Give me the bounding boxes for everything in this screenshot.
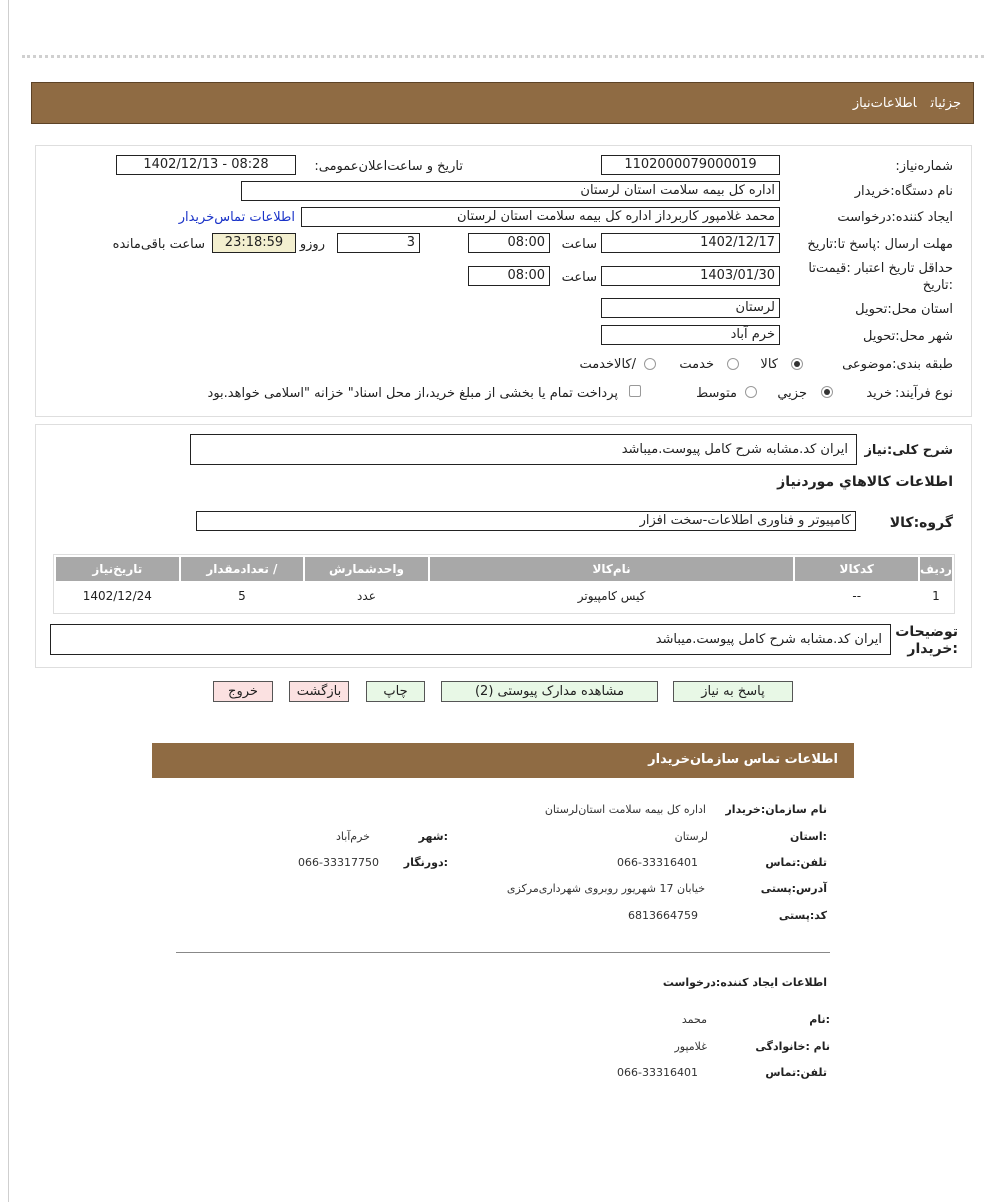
validity-date-field: 1403/01/30 (601, 266, 780, 286)
col-goods-code: کدکالا (795, 557, 918, 581)
exit-button[interactable]: خروج (213, 681, 273, 702)
contact-phone-label: تلفن:تماس (765, 856, 827, 869)
treasury-payment-checkbox[interactable] (629, 385, 641, 397)
requester-family-value: غلامپور (674, 1040, 707, 1053)
view-attachments-button[interactable]: مشاهده مدارک پیوستی (2) (441, 681, 658, 702)
contact-org-label: نام سازمان:خریدار (725, 803, 827, 816)
col-row-number: ردیف (920, 557, 952, 581)
cell-need-date: 1402/12/24 (82, 589, 152, 603)
goods-info-title: اطلاعات کالاهاي موردنیاز (777, 474, 953, 490)
announce-label: تاریخ و ساعت‌اعلان‌عمومی: (314, 159, 463, 174)
contact-phone-value: 066-33316401 (617, 856, 698, 869)
category-goods-radio[interactable] (791, 358, 803, 370)
deadline-date-field: 1402/12/17 (601, 233, 780, 253)
back-button[interactable]: بازگشت (289, 681, 349, 702)
buyer-contact-link[interactable]: اطلاعات تماس‌خریدار (178, 210, 295, 225)
cell-goods-name: کیس کامپیوتر (577, 589, 646, 603)
process-medium-label: متوسط (696, 386, 737, 401)
category-goods-service-radio[interactable] (644, 358, 656, 370)
goods-group-field: کامپیوتر و فناوری اطلاعات-سخت افزار (196, 511, 856, 531)
contact-address-label: آدرس:پستی (760, 882, 827, 895)
contact-province-value: لرستان (674, 830, 708, 843)
summary-label: شرح کلی:نیاز (864, 443, 953, 458)
contact-city-label: :شهر (418, 830, 448, 843)
days-label: روزو (299, 237, 325, 252)
province-label: استان محل:تحویل (855, 302, 953, 317)
col-need-date: تاریخ‌نیاز (56, 557, 179, 581)
contact-city-value: خرم‌آباد (335, 830, 370, 843)
col-quantity: / تعدادمقدار (181, 557, 304, 581)
buyer-org-field: اداره کل بیمه سلامت استان لرستان (241, 181, 780, 201)
contact-fax-label: :دورنگار (403, 856, 448, 869)
category-goods-label: کالا (760, 357, 778, 372)
requester-phone-label: تلفن:تماس (765, 1066, 827, 1079)
requester-title: اطلاعات ایجاد کننده:درخواست (662, 976, 827, 989)
validity-label-2: :تاریخ (922, 278, 953, 293)
cell-quantity: 5 (238, 589, 246, 603)
city-field: خرم آباد (601, 325, 780, 345)
contact-postal-label: کد:پستی (778, 909, 827, 922)
buyer-notes-label: توضیحات (895, 624, 958, 640)
tab-need-info[interactable]: اطلاعات‌نیاز (852, 96, 917, 111)
page-left-border (8, 0, 9, 1202)
deadline-time-label: ساعت (561, 237, 597, 252)
contact-separator (176, 952, 830, 953)
requester-name-value: محمد (681, 1013, 707, 1026)
goods-table (54, 555, 954, 611)
contact-fax-value: 066-33317750 (298, 856, 379, 869)
contact-org-value: اداره کل بیمه سلامت استان‌لرستان (544, 803, 706, 816)
buyer-org-label: نام دستگاه:خریدار (854, 184, 953, 199)
contact-postal-value: 6813664759 (628, 909, 698, 922)
process-label: نوع فرآیند: (895, 386, 953, 401)
top-dotted-divider (22, 55, 984, 58)
process-medium-radio[interactable] (745, 386, 757, 398)
reply-to-need-button[interactable]: پاسخ به نیاز (673, 681, 793, 702)
cell-goods-code: -- (852, 589, 862, 603)
announce-date-field: 1402/12/13 - 08:28 (116, 155, 296, 175)
page-title-bar (31, 82, 974, 124)
creator-label: ایجاد کننده:درخواست (837, 210, 953, 225)
summary-field: ایران کد.مشابه شرح کامل پیوست.میباشد (190, 434, 857, 465)
requester-name-label: :نام (809, 1013, 830, 1026)
category-label: طبقه بندی:موضوعی (842, 357, 953, 372)
validity-time-field: 08:00 (468, 266, 550, 286)
buyer-notes-label-2: :خریدار (907, 641, 958, 657)
category-service-label: خدمت (679, 357, 714, 372)
requester-family-label: نام :خانوادگی (755, 1040, 830, 1053)
contact-province-label: :استان (790, 830, 827, 843)
process-minor-label: جزیي (777, 386, 807, 401)
need-number-field: 1102000079000019 (601, 155, 780, 175)
creator-field: محمد غلامپور کاربرداز اداره کل بیمه سلامت استان لرستان (301, 207, 780, 227)
category-goods-service-label: /کالاخدمت (579, 357, 636, 372)
category-service-radio[interactable] (727, 358, 739, 370)
deadline-label: مهلت ارسال :پاسخ تا:تاریخ (807, 237, 953, 252)
requester-phone-value: 066-33316401 (617, 1066, 698, 1079)
remaining-label: ساعت باقی‌مانده (112, 237, 205, 252)
cell-unit: عدد (357, 589, 376, 603)
cell-row-number: 1 (932, 589, 940, 603)
process-minor-radio[interactable] (821, 386, 833, 398)
need-number-label: شماره‌نیاز: (895, 159, 953, 174)
buyer-notes-field: ایران کد.مشابه شرح کامل پیوست.میباشد (50, 624, 891, 655)
validity-label: حداقل تاریخ اعتبار :قیمت‌تا (808, 261, 953, 276)
print-button[interactable]: چاپ (366, 681, 425, 702)
buyer-contact-title-bar (152, 743, 854, 778)
remaining-time-field: 23:18:59 (212, 233, 296, 253)
goods-table-header-row (56, 557, 952, 581)
city-label: شهر محل:تحویل (863, 329, 953, 344)
goods-table-wrap (53, 554, 955, 614)
treasury-payment-note: پرداخت تمام یا بخشی از مبلغ خرید،از محل اسناد" خزانه "اسلامی خواهد.بود (207, 386, 618, 401)
validity-time-label: ساعت (561, 270, 597, 285)
goods-group-label: گروه:کالا (889, 515, 953, 531)
deadline-time-field: 08:00 (468, 233, 550, 253)
process-buy-label: خرید (866, 386, 892, 401)
contact-address-value: خیابان 17 شهریور روبروی شهرداری‌مرکزی (506, 882, 705, 895)
col-goods-name: نام‌کالا (430, 557, 794, 581)
buyer-contact-title: اطلاعات تماس سازمان‌خریدار (648, 752, 838, 767)
tab-details[interactable]: جزئیات (930, 96, 961, 111)
days-field: 3 (337, 233, 420, 253)
table-row (56, 583, 952, 609)
col-unit: واحدشمارش (305, 557, 428, 581)
province-field: لرستان (601, 298, 780, 318)
